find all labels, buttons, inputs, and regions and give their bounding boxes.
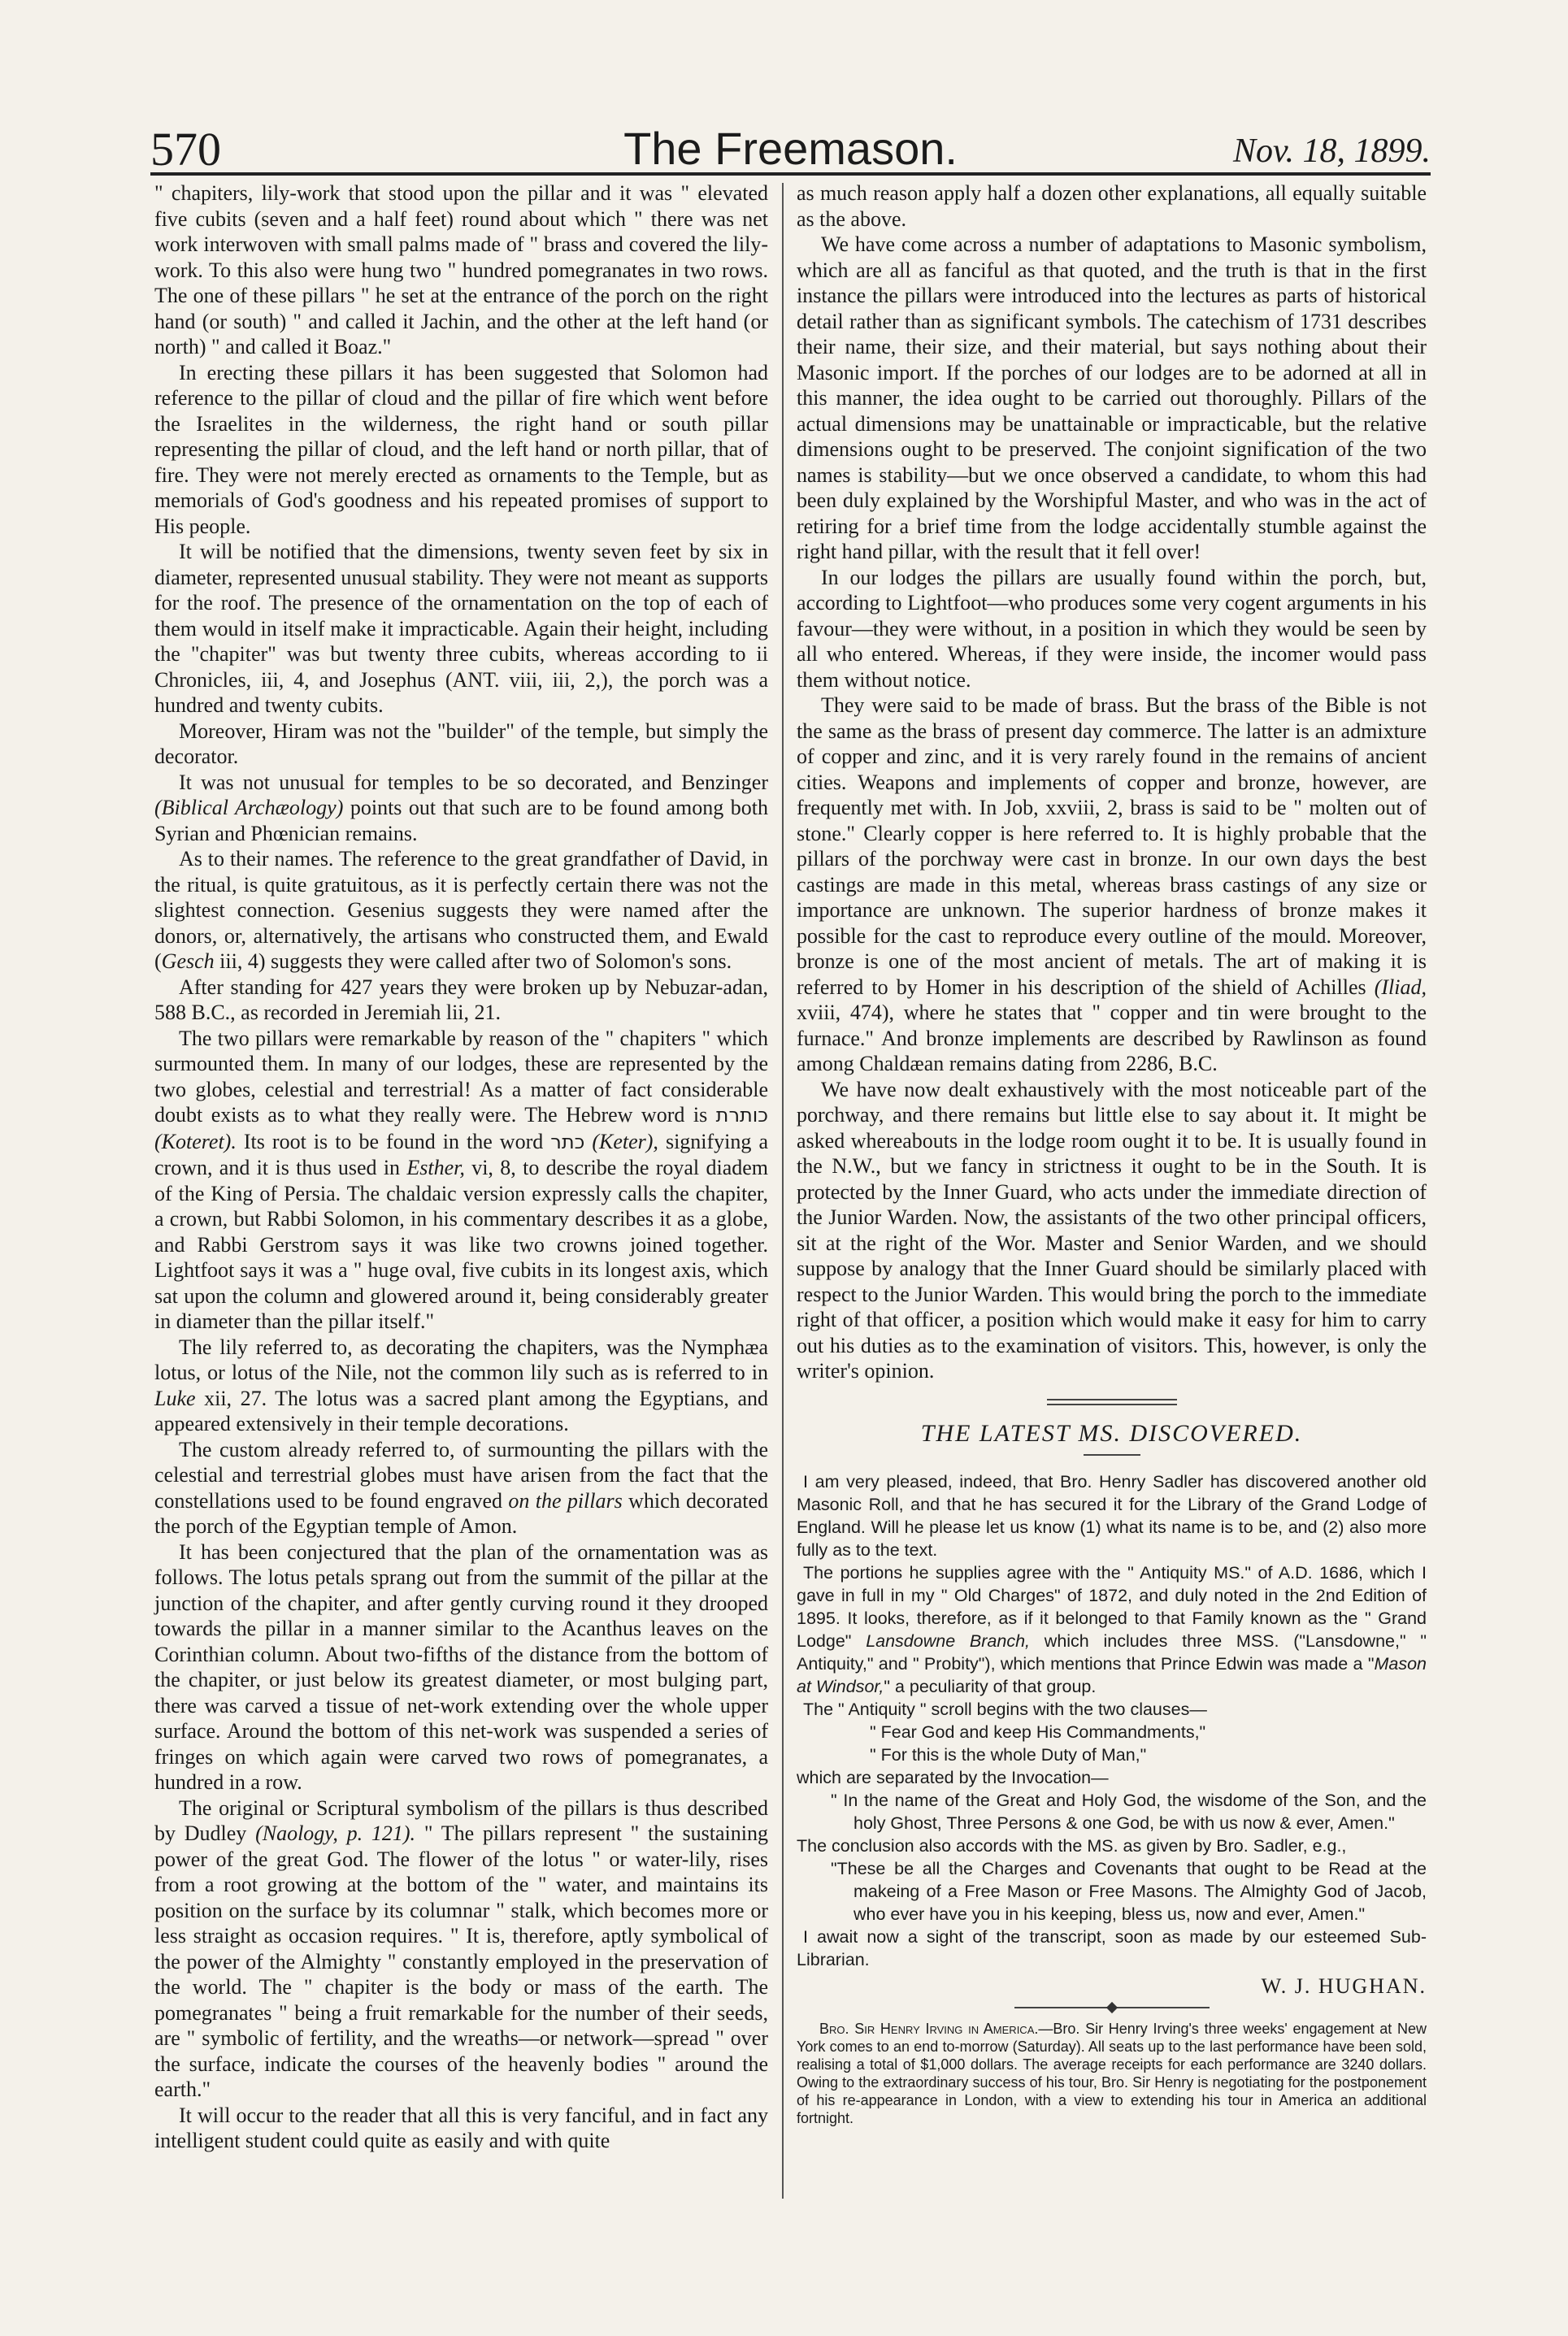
citation: (Iliad, [1374, 975, 1427, 999]
text-run: iii, 4) suggests they were called after two of Solomon's sons. [214, 949, 732, 973]
news-item [797, 2020, 1427, 2127]
page-header [150, 122, 1431, 187]
citation: Mason at Windsor, [797, 1653, 1427, 1696]
section-divider [1047, 1399, 1177, 1405]
paragraph: In our lodges the pillars are usually found within the porch, but, according to Lightfoot—who produces some very cogent arguments in his favour—they were without, in a position in which they would be seen by all who entered. Whereas, if they were inside, the incomer would pass them without notice. [797, 565, 1427, 692]
citation: Esther, [406, 1156, 465, 1179]
paragraph: I am very pleased, indeed, that Bro. Henry Sadler has discovered another old Masonic Roll, and that he has secured it for the Library of the Grand Lodge of England. Will he please let us know (1) what its name is to be, and (2) also more fully as to the text. [797, 1471, 1427, 1560]
citation: Lansdowne Branch, [866, 1630, 1031, 1651]
paragraph [154, 770, 768, 847]
title-rule [1084, 1454, 1140, 1456]
paragraph [154, 1437, 768, 1539]
paragraph: We have come across a number of adaptations to Masonic symbolism, which are all as fanciful as that quoted, and the truth is that in the first instance the pillars were introduced into the lectures as parts of historical detail rather than as significant symbols. The catechism of 1731 describes their name, their size, and their material, but says nothing about their Masonic import. If the porches of our lodges are to be adorned at all in this manner, the idea ought to be carried out thoroughly. Pillars of the actual dimensions may be unattainable or impracticable, but the relative dimensions ought to be preserved. The conjoint signification of the two names is stability—but we once observed a candidate, to whom this had been duly explained by the Worshipful Master, and who was in the act of retiring for a brief time from the lodge accidentally stumble against the right hand pillar, with the result that it fell over! [797, 232, 1427, 563]
text-run: points out that such are to be found among both Syrian and Phœnician remains. [154, 796, 768, 845]
header-rule [150, 172, 1431, 176]
article-latest-ms [797, 1420, 1427, 2127]
paragraph: We have now dealt exhaustively with the most noticeable part of the porchway, and there remains but little else to say about it. It might be asked whereabouts in the lodge room ought it to be. It is usually found in the N.W., but we fancy in strictness it ought to be in the South. It is protected by the Inner Guard, who acts under the immediate direction of the Junior Warden. Now, the assistants of the two other principal officers, sit at the right of the Wor. Master and Senior Warden, and we should suppose by analogy that the Inner Guard should be similarly placed with respect to the Junior Warden. This would bring the porch to the immediate right of that officer, a position which would make it easy for him to carry out his duties as to the examination of visitors. This, however, is only the writer's opinion. [797, 1077, 1427, 1383]
paragraph: It has been conjectured that the plan of the ornamentation was as follows. The lotus petals sprang out from the summit of the pillar at the junction of the chapiter, and after gently curving round it they drooped towards the pillar in a manner similar to the Acanthus leaves on the Corinthian column. About two-fifths of the distance from the bottom of the chapiter, or just below its greatest diameter, or most bulging part, there was carved a tissue of net-work extending over the whole upper surface. Around the bottom of this net-work was suspended a series of fringes on which again were carved two rows of pomegranates, a hundred in a row. [154, 1539, 768, 1794]
paragraph [154, 1335, 768, 1437]
text-run: The original or Scriptural symbolism of the pillars is thus described by Dudley [154, 1795, 768, 1845]
paragraph: as much reason apply half a dozen other explanations, all equally suitable as the above. [797, 181, 1427, 231]
citation: (Keter), [584, 1129, 658, 1153]
paragraph [797, 1561, 1427, 1698]
paragraph: which are separated by the Invocation— [797, 1767, 1109, 1787]
paragraph: " chapiters, lily-work that stood upon the pillar and it was " elevated five cubits (seven and a half feet) round about which " there was net work interwoven with small palms made of " brass and covered the lily-work. To this also were hung two " hundred pomegranates in two rows. The one of these pillars " he set at the entrance of the porch on the right hand (or south) " and called it Jachin, and the other at the left hand (or north) " and called it Boaz." [154, 181, 768, 358]
text-run: which includes three MSS. ("Lansdowne," " Antiquity," and " Probity"), which mentions that Prince Edwin was made a " [797, 1630, 1427, 1674]
text-run: They were said to be made of brass. But the brass of the Bible is not the same as the brass of present day commerce. The latter is an admixture of copper and zinc, and it is very rarely found in the remains of ancient cities. Weapons and implements of copper and bronze, however, are frequently met with. In Job, xxviii, 2, brass is said to be " molten out of stone." Clearly copper is here referred to. It is highly probable that the pillars of the porchway were cast in bronze. In our own days the best castings are made in this metal, whereas brass castings of any size or importance are unknown. The superior hardness of bronze makes it possible for the cast to reproduce every outline of the mould. Moreover, bronze is one of the most ancient of metals. The art of making it is referred to by Homer in his description of the shield of Achilles [797, 693, 1427, 999]
ornament-rule [1014, 2007, 1210, 2008]
text-run: As to their names. The reference to the great grandfather of David, in the ritual, is quite gratuitous, as it is perfectly certain there was not the slightest connection. Gesenius suggests they were named after the donors, or, alternatively, the artisans who constructed them, and Ewald ( [154, 847, 768, 973]
text-run: Its root is to be found in the word [236, 1129, 551, 1153]
issue-date: Nov. 18, 1899. [1232, 132, 1431, 170]
left-column [154, 180, 768, 2154]
column-divider [782, 183, 784, 2199]
text-run: It was not unusual for temples to be so decorated, and Benzinger [179, 770, 768, 794]
diamond-ornament-icon [1105, 2001, 1117, 2013]
citation: Luke [154, 1386, 196, 1410]
paragraph: In erecting these pillars it has been suggested that Solomon had reference to the pillar of cloud and the pillar of fire which went before the Israelites in the wilderness, the right hand or south pillar representing the pillar of cloud, and the left hand or north pillar, that of fire. They were not merely erected as ornaments to the Temple, but as memorials of God's goodness and his repeated promises of support to His people. [154, 360, 768, 538]
text-run: signifying a crown, and it is thus used in [154, 1129, 768, 1179]
page-number: 570 [150, 123, 221, 176]
verse-line: " Fear God and keep His Commandments," [870, 1722, 1206, 1742]
paragraph [154, 846, 768, 975]
news-body: —Bro. Sir Henry Irving's three weeks' engagement at New York comes to an end to-morrow (Saturday). All seats up to the last performance have been sold, realising a total of $1,000 dollars. The average receipts for each performance are 3240 dollars. Owing to the extraordinary success of his tour, Bro. Sir Henry is negotiating for the postponement of his re-appearance in London, with a view to extending his tour in America an additional fortnight. [797, 2020, 1427, 2126]
citation: (Koteret). [154, 1129, 237, 1153]
hebrew-word: כתר [550, 1130, 585, 1153]
news-lead: Bro. Sir Henry Irving in America. [819, 2020, 1039, 2037]
quoted-invocation: " In the name of the Great and Holy God, the wisdome of the Son, and the holy Ghost, Three Persons & one God, be with us now & ever, Amen." [831, 1790, 1427, 1833]
paragraph [797, 693, 1427, 1077]
hebrew-word: כותרת [715, 1104, 768, 1127]
citation: (Naology, p. 121). [255, 1821, 416, 1845]
paragraph [154, 1795, 768, 2103]
paragraph: I await now a sight of the transcript, soon as made by our esteemed Sub-Librarian. [797, 1926, 1427, 1969]
article-title: THE LATEST MS. DISCOVERED. [920, 1419, 1303, 1447]
text-run: " The pillars represent " the sustaining power of the great God. The flower of the lotus " or water-lily, rises from a root growing at the bottom of the " water, and maintains its position on the surface by its columnar " stalk, which becomes more or less straight as occasion requires. " It is, therefore, aptly symbolical of the power of the Almighty " constantly employed in the preservation of the world. The " chapiter is the body or mass of the earth. The pomegranates " being a fruit remarkable for the number of their seeds, are " symbolic of fertility, and the wreaths—or network—spread " over the surface, indicate the courses of the heavenly bodies " around the earth." [154, 1821, 768, 2101]
citation: (Biblical Archæology) [154, 796, 344, 819]
citation: Gesch [161, 949, 215, 973]
text-run: which decorated the porch of the Egyptian temple of Amon. [154, 1488, 768, 1538]
quoted-conclusion: "These be all the Charges and Covenants that ought to be Read at the makeing of a Free Mason or Free Masons. The Almighty God of Jacob, who ever have you in his keeping, bless us, now and ever, Amen." [831, 1858, 1427, 1924]
right-column [797, 180, 1427, 2127]
text-run: " a peculiarity of that group. [884, 1676, 1097, 1696]
paragraph: It will occur to the reader that all this is very fanciful, and in fact any intelligent student could quite as easily and with quite [154, 2103, 768, 2152]
paragraph: The " Antiquity " scroll begins with the two clauses— [803, 1699, 1207, 1719]
text-run: xviii, 474), where he states that " copper and tin were brought to the furnace." And bronze implements are described by Rawlinson as found among Chaldæan remains dating from 2286, B.C. [797, 1001, 1427, 1075]
paragraph [154, 1026, 768, 1335]
text-run: The two pillars were remarkable by reason of the " chapiters " which surmounted them. In many of our lodges, these are represented by the two globes, celestial and terrestrial! As a matter of fact considerable doubt exists as to what they really were. The Hebrew word is [154, 1026, 768, 1127]
paragraph: The conclusion also accords with the MS. as given by Bro. Sadler, e.g., [797, 1835, 1347, 1856]
paragraph: Moreover, Hiram was not the "builder" of the temple, but simply the decorator. [154, 719, 768, 768]
paragraph: It will be notified that the dimensions, twenty seven feet by six in diameter, represented unusual stability. They were not meant as supports for the roof. The presence of the ornamentation on the top of each of them would in itself make it impracticable. Again their height, including the "chapiter" was but twenty three cubits, whereas according to ii Chronicles, iii, 4, and Josephus (ANT. viii, iii, 2,), the porch was a hundred and twenty cubits. [154, 540, 768, 717]
text-run: xii, 27. The lotus was a sacred plant among the Egyptians, and appeared extensively in their temple decorations. [154, 1386, 768, 1435]
citation: on the pillars [508, 1488, 623, 1513]
text-run: The lily referred to, as decorating the chapiters, was the Nymphæa lotus, or lotus of the Nile, not the common lily such as is referred to in [154, 1335, 768, 1384]
author-signature: W. J. HUGHAN. [1261, 1973, 1427, 1998]
text-run: The portions he supplies agree with the " Antiquity MS." of A.D. 1686, which I gave in full in my " Old Charges" of 1872, and duly noted in the 2nd Edition of 1895. It looks, therefore, as if it belonged to that Family known as the " Grand Lodge" [797, 1562, 1427, 1651]
text-run: vi, 8, to describe the royal diadem of the King of Persia. The chaldaic version expressly calls the chapiter, a crown, but Rabbi Solomon, in his commentary describes it as a globe, and Rabbi Gerstrom says it was like two crowns joined together. Lightfoot says it was a " huge oval, five cubits in its longest axis, which sat upon the column and glowered around it, being considerably greater in diameter than the pillar itself." [154, 1156, 768, 1333]
masthead-title: The Freemason. [623, 123, 958, 174]
paragraph: After standing for 427 years they were broken up by Nebuzar-adan, 588 B.C., as recorded in Jeremiah lii, 21. [154, 975, 768, 1024]
text-run: The custom already referred to, of surmounting the pillars with the celestial and terrestrial globes must have arisen from the fact that the constellations used to be found engraved [154, 1437, 768, 1513]
verse-line: " For this is the whole Duty of Man," [870, 1744, 1147, 1765]
